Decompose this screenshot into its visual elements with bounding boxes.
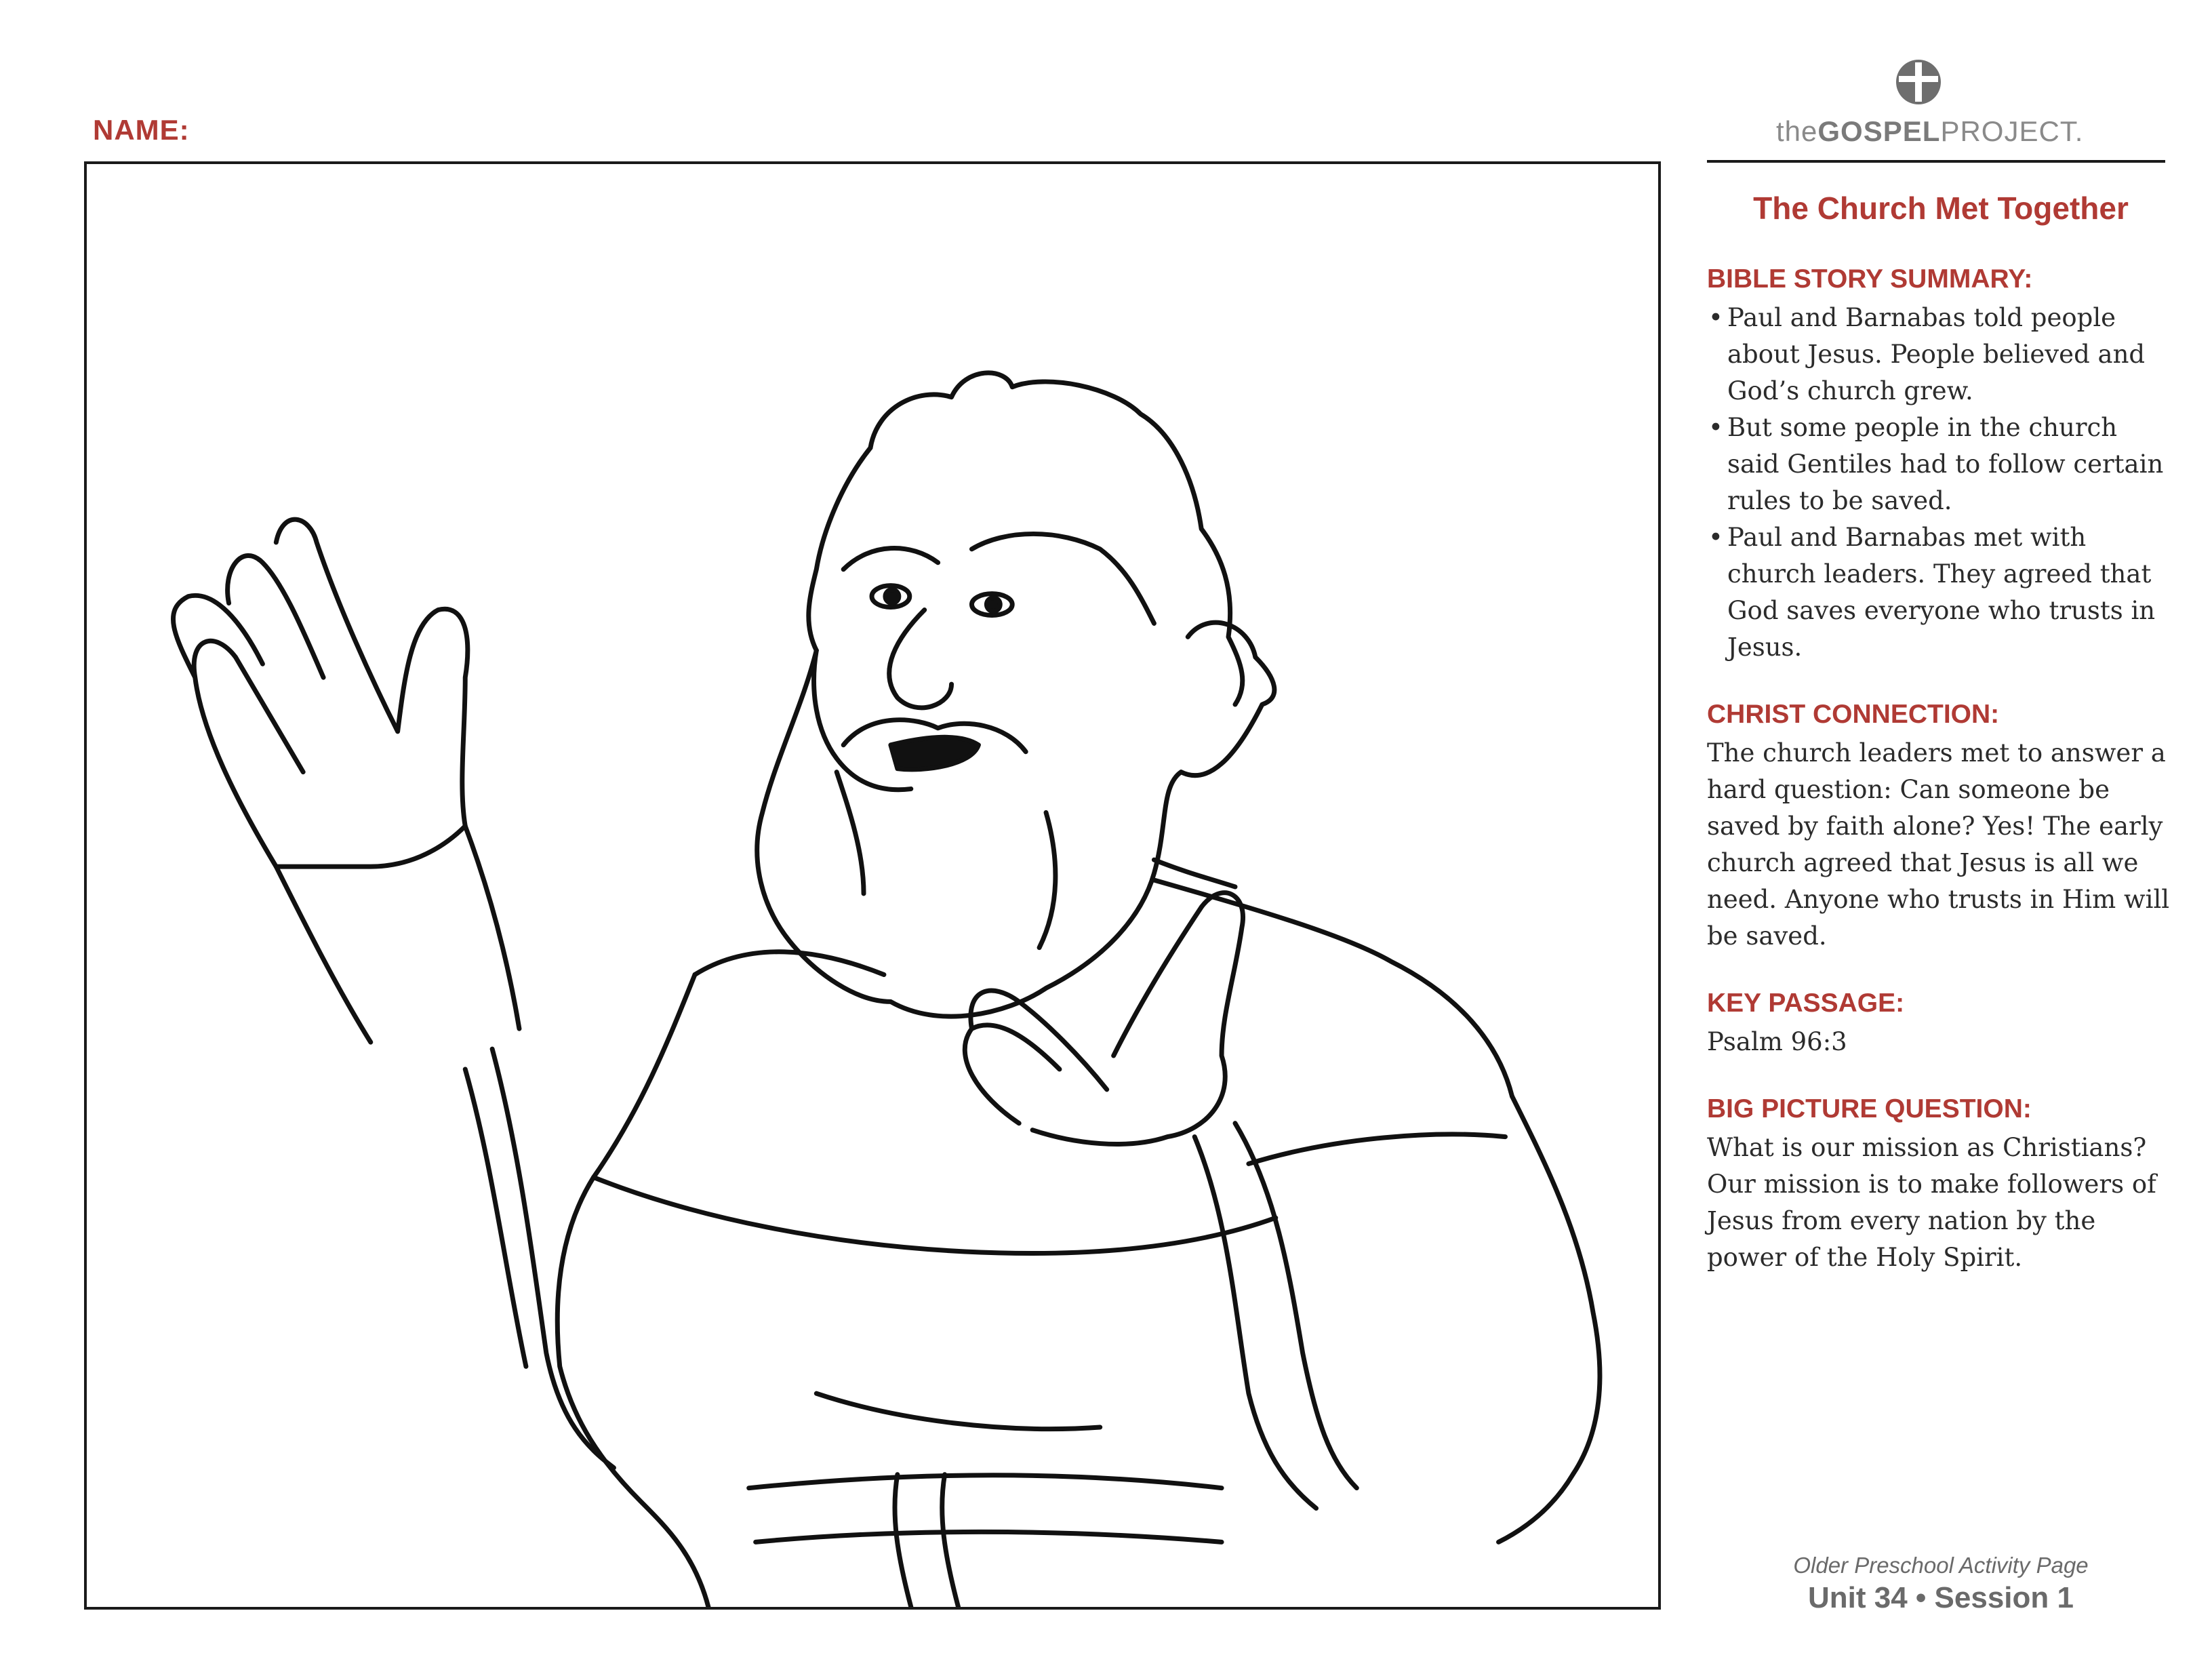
summary-bullet: • Paul and Barnabas told people about Jesus. People believed and God’s church grew. [1707,300,2175,410]
christ-connection-heading: CHRIST CONNECTION: [1707,700,2000,729]
right-hand [965,893,1243,1144]
header-divider [1707,160,2165,163]
gospel-project-logo [1776,58,2084,148]
belt-bottom [756,1532,1222,1542]
name-label: NAME: [93,114,190,146]
summary-list [1707,300,2175,666]
left-forearm [276,826,519,1042]
robe-neckline [594,1177,1276,1253]
robe-right-fold [1249,1134,1506,1163]
beard-detail-1 [837,772,864,894]
robe-shoulders [695,880,1512,1096]
paul-coloring-illustration [87,164,1658,1607]
cross-circle-icon [1895,58,1942,106]
unit-session-label: Unit 34 • Session 1 [1808,1581,2074,1614]
hair-left [809,447,870,650]
right-pupil [986,598,1000,612]
beard-outline [757,650,1181,1016]
page-footer [1707,1553,2175,1615]
key-passage-text: Psalm 96:3 [1707,1027,1847,1056]
summary-heading: BIBLE STORY SUMMARY: [1707,264,2033,294]
summary-bullet: • But some people in the church said Gentiles had to follow certain rules to be saved. [1707,410,2175,519]
robe-left-side [557,975,708,1607]
belt-top [749,1475,1222,1488]
lesson-sidebar [1707,190,2175,1310]
right-sleeve [1235,1123,1356,1488]
logo-word-the: the [1776,115,1818,147]
left-sleeve-cuff [465,1069,526,1366]
footer-subtitle: Older Preschool Activity Page [1793,1553,2089,1578]
big-picture-text: What is our mission as Christians? Our mission is to make followers of Jesus from every nation by the power of the Holy Spirit. [1707,1133,2156,1272]
left-pupil [885,590,899,603]
logo-wordmark [1776,115,2084,148]
logo-word-project: PROJECT. [1940,115,2084,147]
robe-chest-fold [816,1393,1100,1429]
summary-bullet: • Paul and Barnabas met with church leaders. They agreed that God saves everyone who trusts in Jesus. [1707,519,2175,666]
beard-detail-2 [1039,812,1055,947]
session-title: The Church Met Together [1753,191,2129,226]
christ-connection-text: The church leaders met to answer a hard question: Can someone be saved by faith alone? Yes! The early church agreed that Jesus is all we need. Anyone who trusts in Him will be saved. [1707,738,2170,951]
ear [1181,622,1274,776]
left-sleeve [492,1049,614,1468]
left-hand [173,519,467,867]
big-picture-heading: BIG PICTURE QUESTION: [1707,1094,2032,1123]
belt-knot [895,1475,959,1607]
hair-outline [870,373,1243,704]
nose [889,610,952,708]
left-eyebrow [843,548,938,569]
mouth [891,737,979,770]
key-passage-heading: KEY PASSAGE: [1707,989,1905,1018]
coloring-frame [84,161,1661,1610]
robe-right-side [1499,1096,1600,1542]
logo-word-gospel: GOSPEL [1817,115,1941,147]
